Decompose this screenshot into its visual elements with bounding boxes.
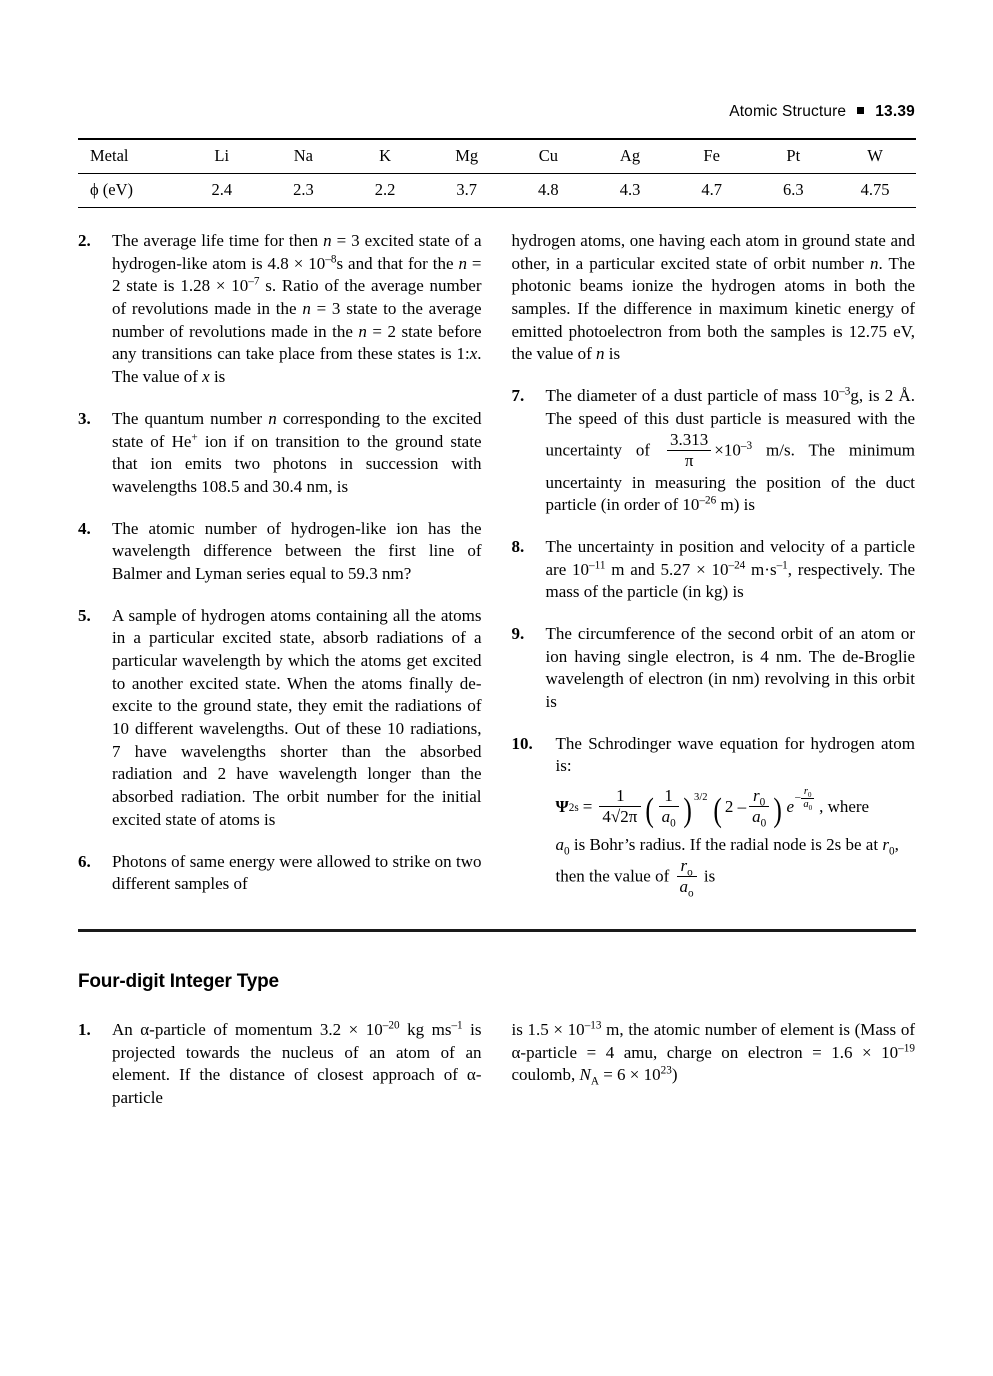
question-10-text	[556, 733, 916, 898]
q7-seg5: m) is	[716, 495, 755, 515]
q10-seg4: , then the value of	[555, 835, 899, 886]
question-2-text	[112, 230, 482, 389]
question-7-number: 7.	[511, 386, 525, 406]
question-6	[78, 851, 482, 896]
question-7	[512, 385, 916, 517]
q7-exp3: –26	[699, 494, 717, 507]
q6r-var-n1: n	[869, 253, 879, 273]
q10-ratio-numerator	[677, 856, 697, 877]
q3-seg1: The quantum number	[112, 408, 269, 428]
q3-seg3: ion if on transition to the ground state that ion emits two photons in succession with wavelengths 108.5 and 30.4 nm, is	[112, 431, 482, 496]
q10-a0-subscript: 0	[564, 845, 570, 858]
eq-psi: Ψ	[555, 797, 569, 817]
eq-r0-subscript: 0	[759, 796, 766, 809]
table-header-fe: Fe	[703, 146, 720, 165]
fd1r-seg4: = 6 × 10	[598, 1065, 661, 1085]
q2-var-x2: x	[202, 367, 210, 387]
table-cell-pt: 6.3	[782, 180, 804, 199]
eq-exp-numerator	[801, 786, 814, 799]
table-header-cu: Cu	[538, 146, 558, 165]
q8-exp1: –11	[589, 559, 606, 571]
q10-r0-symbol: r	[882, 835, 889, 855]
q8-seg2: m and 5.27 × 10	[605, 559, 729, 579]
q2-seg6: = 3 state to the average number of revolutions made in the	[112, 299, 482, 341]
four-digit-question-1	[78, 1019, 482, 1110]
eq-tail-where: , where	[819, 797, 870, 817]
question-6-text-right	[512, 230, 916, 366]
question-4	[78, 518, 482, 586]
q10-ratio-denominator	[677, 876, 697, 900]
fd1-exp1: –20	[382, 1019, 400, 1032]
eq-coef-den-radicand: 2π	[620, 807, 638, 827]
q2-var-x1: x	[469, 344, 478, 364]
q7-seg2: g, is 2 Å. The speed of this dust particle is measured with the uncertainty of	[545, 386, 915, 459]
q7-fraction	[667, 430, 711, 471]
page-number: 13.39	[875, 103, 915, 120]
fd1-seg3: is projected towards the nucleus of an atom of an element. If the distance of closest approach of α-particle	[112, 1020, 482, 1108]
q2-var-n4: n	[358, 321, 367, 341]
table-cell-w: 4.75	[860, 180, 890, 199]
four-digit-question-1-text-left	[112, 1019, 482, 1110]
q2-var-n2: n	[458, 253, 467, 273]
eq-exponent-sign: –	[795, 791, 801, 803]
table-header-k: K	[379, 146, 391, 165]
fd1-seg1: An α-particle of momentum 3.2 × 10	[112, 1020, 383, 1040]
eq-a0-subscript: 0	[670, 817, 676, 830]
q8-exp3: –1	[776, 559, 788, 571]
q10-ratio-a-sub: o	[688, 887, 694, 900]
eq-r0-symbol: r	[753, 786, 760, 806]
q7-exp2: –3	[740, 439, 753, 452]
table-header-metal: Metal	[90, 146, 129, 165]
eq-a0b-symbol: a	[752, 807, 761, 827]
table-row	[78, 174, 916, 208]
question-4-text: The atomic number of hydrogen-like ion has the wavelength difference between the first line of Balmer and Lyman series equal to 59.3 nm?	[112, 518, 482, 583]
eq-exp-a-subscript: 0	[808, 804, 813, 813]
fd1r-seg5: )	[671, 1065, 678, 1085]
fd1r-exp3: 23	[660, 1064, 672, 1077]
fd1r-exp1: –13	[584, 1019, 602, 1032]
q6r-seg2: . The photonic beams ionize the hydrogen atoms in both the samples. If the difference in maximum kinetic energy of emitted photoelectron from both the samples is 12.75 eV, the value of	[511, 253, 915, 364]
table-header-li: Li	[214, 146, 230, 165]
q7-seg1: The diameter of a dust particle of mass 10	[545, 386, 840, 406]
question-3	[78, 408, 482, 499]
q6r-var-n2: n	[596, 344, 605, 364]
q10-lead: The Schrodinger wave equation for hydrogen atom is:	[555, 733, 915, 776]
eq-coef-den-prefix: 4	[602, 807, 611, 827]
question-8-number: 8.	[511, 536, 525, 556]
question-columns	[78, 230, 915, 917]
question-2	[78, 230, 482, 389]
q7-exp1: –3	[839, 385, 851, 398]
q8-seg1: The uncertainty in position and velocity of a particle are 10	[545, 536, 915, 579]
eq-two-minus: 2 –	[724, 797, 747, 817]
table-header-w: W	[867, 146, 883, 165]
q8-seg3: m·s	[745, 559, 777, 579]
eq-equals: =	[582, 797, 593, 817]
running-head	[78, 0, 915, 121]
table-cell-li: 2.4	[211, 180, 233, 199]
question-3-text	[112, 408, 482, 499]
four-digit-question-1-text-right	[512, 1019, 916, 1087]
fd1r-seg3: coulomb,	[511, 1065, 580, 1085]
question-10	[512, 733, 916, 898]
eq-exp-r-subscript: 0	[808, 791, 812, 800]
q10-r0-subscript: 0	[888, 845, 895, 858]
q2-var-n3: n	[302, 299, 311, 319]
question-9	[512, 623, 916, 714]
question-6-text-left: Photons of same energy were allowed to strike on two different samples of	[112, 851, 482, 894]
fd1-seg2: kg ms	[399, 1020, 452, 1040]
q10-trailer	[556, 834, 916, 898]
question-5-number: 5.	[78, 605, 91, 625]
square-bullet-icon	[857, 107, 864, 114]
question-10-number: 10.	[511, 733, 533, 753]
question-4-number: 4.	[78, 518, 91, 538]
eq-exponent-fraction	[801, 786, 814, 811]
table-cell-k: 2.2	[374, 180, 396, 199]
eq-r0-over-a0-fraction	[749, 786, 769, 830]
question-8-text	[546, 536, 916, 604]
work-function-table	[78, 138, 916, 208]
table-header-mg: Mg	[455, 146, 479, 165]
q10-ratio-fraction	[677, 855, 697, 900]
table-cell-na: 2.3	[293, 180, 314, 199]
question-5-text: A sample of hydrogen atoms containing all the atoms in a particular excited state, absorb radiations of a particular wavelength by which the atoms get excited to another excited state. When the atoms finally de-excite to the ground state, they emit the radiations of 10 different wavelengths. Out of these 10 radiations, 7 have wavelengths shorter than the absorbed radiation and 2 have wavelength longer than the absorbed radiation. The orbit number for the initial excited state of atoms is	[112, 605, 482, 829]
schrodinger-equation: Ψ 2s = $\frac{1}{4√2\pi}$ ( $\frac{1}{a_0}$ ) 3/2 ( 2 – $\frac{r_0}{a_0}$ ) e – $\frac{r_0}{a_0}$ , where	[555, 786, 870, 830]
q2-seg4: = 2 state is 1.28 × 10	[112, 253, 482, 296]
question-2-number: 2.	[78, 231, 91, 250]
q3-charge: +	[191, 430, 198, 443]
fd1r-avogadro-subscript: A	[590, 1075, 599, 1088]
q2-var-n1: n	[323, 231, 332, 250]
fd1-exp2: –1	[451, 1019, 463, 1032]
eq-exp-denominator	[801, 799, 814, 811]
q2-exp2: –7	[248, 275, 260, 288]
q7-frac-denominator: π	[684, 450, 694, 470]
section-divider	[78, 929, 916, 932]
q2-seg7: = 2 state before any transitions can take place from these states is 1:	[112, 321, 482, 364]
eq-exponential-base: e	[786, 797, 795, 817]
section-heading: Four-digit Integer Type	[78, 971, 279, 993]
four-digit-question-1-number: 1.	[78, 1020, 91, 1040]
table-cell-cu: 4.8	[538, 180, 559, 199]
four-digit-left-column	[78, 1019, 482, 1129]
question-7-text	[546, 385, 916, 517]
question-9-text: The circumference of the second orbit of an atom or ion having single electron, is 4 nm. The de-Broglie wavelength of electron (in nm) revolving in this orbit is	[545, 624, 915, 712]
q2-seg8: . The value of	[112, 344, 482, 387]
eq-a0-denominator	[659, 807, 679, 830]
q2-seg5: s. Ratio of the average number of revolutions made in the	[112, 276, 482, 319]
table-cell-fe: 4.7	[701, 180, 722, 199]
table-header-na: Na	[293, 146, 314, 165]
table-header-row	[78, 139, 916, 174]
table-cell-mg: 3.7	[456, 180, 478, 199]
q2-seg3: s and that for the	[336, 253, 459, 273]
four-digit-columns	[78, 1019, 915, 1129]
table-header-ag: Ag	[619, 146, 641, 165]
q2-seg9: is	[209, 367, 226, 387]
table-cell-ag: 4.3	[619, 180, 641, 199]
q2-seg1: The average life time for then	[112, 231, 324, 250]
q8-exp2: –24	[728, 559, 746, 571]
fd1r-exp2: –19	[898, 1042, 915, 1055]
running-head-title: Atomic Structure	[729, 103, 847, 120]
q10-seg5: is	[699, 866, 716, 886]
fd1r-seg1: is 1.5 × 10	[511, 1020, 585, 1040]
q10-seg2: is Bohr’s radius. If the radial node is 2s be at	[569, 835, 883, 855]
question-6-number: 6.	[78, 851, 91, 871]
q10-ratio-a: a	[679, 876, 689, 896]
fd1r-avogadro-symbol: N	[579, 1065, 591, 1085]
q3-var-n: n	[268, 408, 277, 428]
question-3-number: 3.	[78, 408, 91, 428]
eq-coef-denominator: 4√2π	[602, 807, 638, 827]
eq-exp-r-symbol: r	[803, 786, 809, 798]
left-column	[78, 230, 482, 917]
q8-seg4: , respectively. The mass of the particle (in kg) is	[545, 559, 915, 602]
eq-r0-denominator	[749, 807, 769, 830]
eq-a0-symbol: a	[661, 807, 671, 827]
table-row-label-phi: ϕ (eV)	[90, 180, 134, 199]
eq-coef-numerator: 1	[599, 786, 641, 807]
eq-inverse-a0-fraction	[659, 786, 679, 830]
q10-ratio-r-sub: o	[687, 866, 693, 879]
question-8	[512, 536, 916, 604]
q3-seg2: corresponding to the excited state of He	[112, 408, 482, 451]
q6r-seg1: hydrogen atoms, one having each atom in ground state and other, in a particular excited state of orbit number	[511, 231, 915, 273]
q7-frac-numerator: 3.313	[667, 430, 711, 451]
four-digit-right-column	[512, 1019, 916, 1129]
right-column	[512, 230, 916, 917]
eq-exp-a-symbol: a	[803, 799, 809, 811]
eq-coefficient-fraction	[599, 786, 641, 827]
q10-a0-symbol: a	[555, 835, 564, 855]
eq-r0-numerator	[749, 786, 769, 807]
eq-a0-numerator: 1	[659, 786, 679, 807]
q7-seg4: m/s. The minimum uncertainty in measuring the position of the duct particle (in order of 10	[545, 439, 915, 515]
eq-a0b-subscript: 0	[760, 817, 767, 830]
question-9-number: 9.	[511, 624, 525, 644]
question-5	[78, 605, 482, 832]
eq-exponent-three-halves: 3/2	[694, 791, 708, 803]
q10-ratio-r: r	[680, 855, 688, 875]
q2-exp1: –8	[325, 253, 337, 266]
q2-seg2: = 3 excited state of a hydrogen-like atom is 4.8 × 10	[112, 231, 482, 273]
table-header-pt: Pt	[786, 146, 801, 165]
fd1r-seg2: m, the atomic number of element is (Mass of α-particle = 4 amu, charge on electron = 1.6 × 10	[511, 1020, 915, 1062]
q7-seg3: ×10	[714, 439, 741, 459]
q6r-seg3: is	[604, 344, 621, 364]
